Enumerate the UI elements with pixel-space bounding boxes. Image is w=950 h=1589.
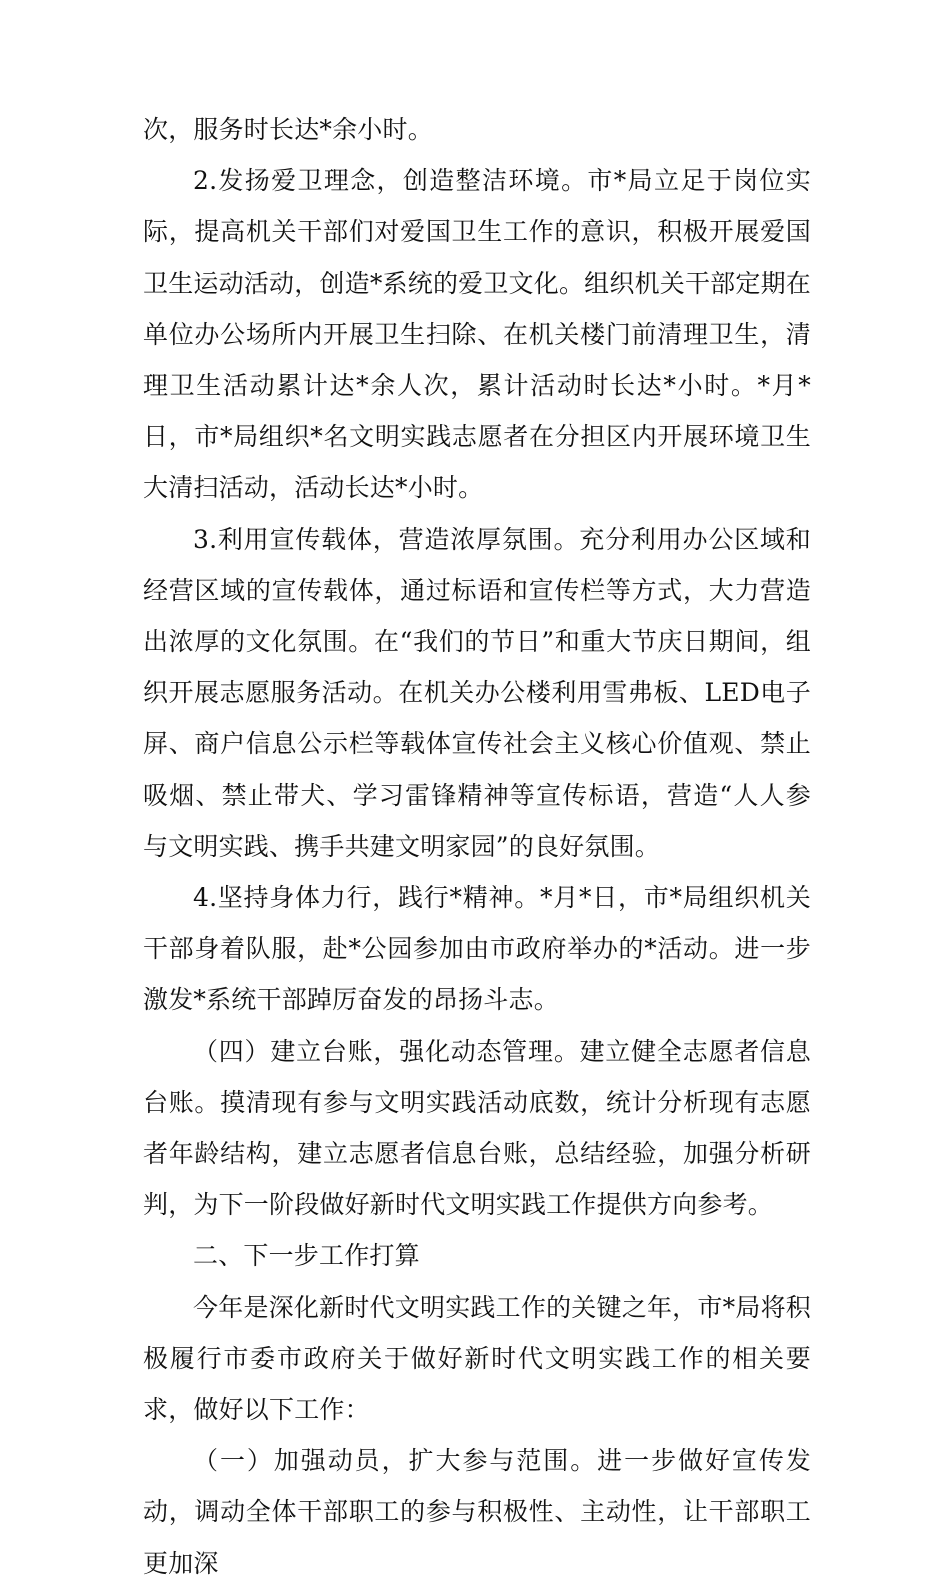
paragraph-item-3: 3.利用宣传载体，营造浓厚氛围。充分利用办公区域和经营区域的宣传载体，通过标语和宣传栏等方式，大力营造出浓厚的文化氛围。在“我们的节日”和重大节庆日期间，组织开展志愿服务活动。在机关办公楼利用雪弗板、LED电子屏、商户信息公示栏等载体宣传社会主义核心价值观、禁止吸烟、禁止带犬、学习雷锋精神等宣传标语，营造“人人参与文明实践、携手共建文明家园”的良好氛围。 [143, 524, 811, 861]
paragraph-continuation: 次，服务时长达*余小时。 [143, 115, 433, 144]
paragraph-intro-next-steps: 今年是深化新时代文明实践工作的关键之年，市*局将积极履行市委市政府关于做好新时代文明实践工作的相关要求，做好以下工作： [143, 1292, 811, 1425]
section-heading-next-steps: 二、下一步工作打算 [193, 1241, 420, 1271]
paragraph-item-4: 4.坚持身体力行，践行*精神。*月*日，市*局组织机关干部身着队服，赴*公园参加由市政府举办的*活动。进一步激发*系统干部踔厉奋发的昂扬斗志。 [143, 883, 811, 1015]
paragraph-item-2: 2.发扬爱卫理念，创造整洁环境。市*局立足于岗位实际，提高机关干部们对爱国卫生工作的意识，积极开展爱国卫生运动活动，创造*系统的爱卫文化。组织机关干部定期在单位办公场所内开展卫生扫除、在机关楼门前清理卫生，清理卫生活动累计达*余人次，累计活动时长达*小时。*月*日，市*局组织*名文明实践志愿者在分担区内开展环境卫生大清扫活动，活动长达*小时。 [143, 166, 811, 503]
document-body [143, 104, 811, 1589]
paragraph-section-4: （四）建立台账，强化动态管理。建立健全志愿者信息台账。摸清现有参与文明实践活动底数，统计分析现有志愿者年龄结构，建立志愿者信息台账，总结经验，加强分析研判，为下一阶段做好新时代文明实践工作提供方向参考。 [143, 1036, 811, 1220]
paragraph-next-step-1: （一）加强动员，扩大参与范围。进一步做好宣传发动，调动全体干部职工的参与积极性、主动性，让干部职工更加深 [143, 1446, 811, 1578]
